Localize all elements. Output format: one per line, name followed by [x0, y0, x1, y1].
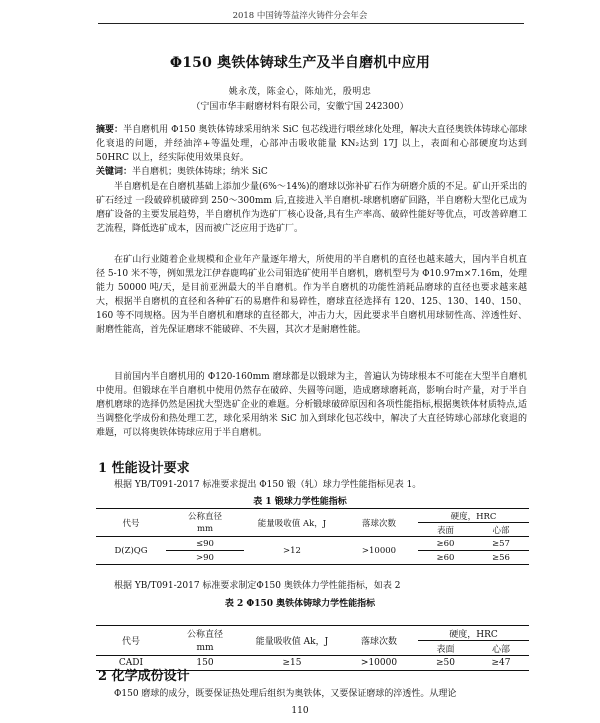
table-header-hardness: 硬度，HRC: [449, 629, 498, 640]
table-header-drops: 落球次数: [340, 626, 418, 656]
abstract: [96, 123, 527, 165]
table-cell-energy: >12: [283, 545, 301, 556]
table-header-energy: 能量吸收值 Ak，J: [244, 626, 340, 656]
table-header-energy: 能量吸收值 Ak，J: [244, 509, 340, 537]
keywords: [96, 165, 527, 179]
affiliation: （宁国市华丰耐磨材料有限公司，安徽宁国 242300）: [191, 102, 409, 112]
table-cell-diameter: 150: [196, 658, 214, 668]
page-number: 110: [291, 706, 309, 716]
table-1-caption: 表 1 锻球力学性能指标: [253, 497, 347, 507]
table-header-diameter: 公称直径: [187, 511, 222, 522]
table-cell-drops: >10000: [360, 658, 398, 668]
table-cell-energy: ≥15: [282, 658, 302, 668]
table-2-caption: 表 2 Φ150 奥铁体铸球力学性能指标: [224, 599, 376, 609]
intro-paragraph-3: 目前国内半自磨机用的 Φ120-160mm 磨球都是以锻球为主，普遍认为铸球根本不可能在大型半自磨机中使用。但锻球在半自磨机中使用仍然存在破碎、失圆等问题，造成磨球磨耗高，影响台时产量，对于半自磨机磨球的选择仍然是困扰大型选矿企业的难题。分析锻球破碎原因和各项性能指标,根据奥铁体材质特点,适当调整化学成份和热处理工艺，球化采用纳米 SiC 加入到球化包芯线中，解决了大直径铸球心部球化衰退的难题，可以将奥铁体铸球应用于半自磨机。: [96, 372, 527, 438]
table-header-surface: 表面: [418, 523, 473, 537]
keywords-text: 半自磨机；奥铁体铸球；纳米 SiC: [132, 167, 268, 177]
table-header-code: 代号: [96, 626, 166, 656]
table-cell-code: D(Z)QG: [114, 545, 148, 556]
table-row: [96, 509, 529, 523]
table-cell-diameter: >90: [196, 552, 214, 563]
table-cell-diameter: ≤90: [166, 537, 244, 551]
intro-paragraph-1: 半自磨机是在自磨机基础上添加少量(6%～14%)的磨球以弥补矿石作为研磨介质的不足。矿山开采出的矿石经过 一段破碎机破碎到 250～300mm 后,直接进入半自磨机-球磨机磨矿回路，半自磨粉大型化已成为磨矿设备的主要发展趋势，半自磨机作为选矿厂核心设备,具有生产率高、破碎性能好等优点，可改善碎磨工艺流程，降低选矿成本，因而被广泛应用于选矿厂。: [96, 182, 527, 234]
table-2-intro: 根据 YB/T091-2017 标准要求制定Φ150 奥铁体力学性能指标，如表 2: [114, 581, 401, 591]
table-header-core: 心部: [473, 641, 529, 656]
table-header-core: 心部: [473, 523, 529, 537]
keywords-label: 关键词：: [96, 167, 133, 177]
running-head: 2018 中国铸等益淬火铸件分会年会: [232, 11, 368, 21]
abstract-text: 半自磨机用 Φ150 奥铁体铸球采用纳米 SiC 包芯线进行喂丝球化处理，解决大直径奥铁体铸球心部球化衰退的问题，并经油淬+等温处理，心部冲击吸收能量 KN₂达到 17J 以上，表面和心部硬度均达到 50HRC 以上，经实际使用效果良好。: [96, 125, 527, 163]
table-header-hardness: 硬度，HRC: [450, 511, 497, 522]
table-row: [96, 537, 529, 551]
table-cell-surface: ≥60: [436, 552, 455, 563]
table-cell-drops: >10000: [361, 545, 397, 556]
table-cell-surface: ≥60: [418, 537, 473, 551]
table-cell-surface: ≥50: [436, 658, 455, 668]
intro-paragraph-2: 在矿山行业随着企业规模和企业年产量逐年增大，所使用的半自磨机的直径也越来越大，国内半自机直径 5-10 米不等，例如黑龙江伊春鹿鸣矿业公司钼选矿使用半自磨机，磨机型号为 Φ10.97m×7.16m，处理能力 50000 吨/天，是目前亚洲最大的半自磨机。作为半自磨机的功能性消耗品磨球的直径也要求越来越大，根据半自磨机的直径和各种矿石的易磨件和易碎性，磨球直径选择有 120、125、130、140、150、160 等不同规格。因为半自磨机和磨球的直径都大，冲击力大，因此要求半自磨机用球韧性高、淬透性好、耐磨性能高，首先保证磨球不能破碎、不失圆，其次才是耐磨性能。: [96, 255, 527, 335]
table-cell-core: ≥47: [491, 658, 511, 668]
section-2-text: Φ150 磨球的成分，既要保证热处理后组织为奥铁体，又要保证磨球的淬透性。从理论: [114, 689, 457, 699]
table-header-code: 代号: [96, 509, 166, 537]
table-header-drops: 落球次数: [340, 509, 418, 537]
table-header-diameter-unit: mm: [166, 641, 244, 656]
table-header-diameter-unit: mm: [166, 523, 244, 537]
abstract-label: 摘要：: [96, 125, 124, 135]
author-list: 姚永茂，陈金心，陈灿光，殷明忠: [228, 87, 372, 97]
table-row: [96, 626, 529, 641]
table-1: [96, 508, 529, 565]
section-1-heading: 1 性能设计要求: [98, 461, 190, 476]
table-cell-code: CADI: [118, 658, 144, 668]
article-title: Φ150 奥铁体铸球生产及半自磨机中应用: [169, 55, 431, 71]
table-cell-core: ≥56: [492, 552, 510, 563]
section-2-heading: 2 化学成份设计: [98, 669, 190, 684]
table-header-surface: 表面: [418, 641, 473, 656]
table-cell-core: ≥57: [473, 537, 529, 551]
header-rule: [98, 23, 524, 24]
section-1-intro: 根据 YB/T091-2017 标准要求提出 Φ150 锻（轧）球力学性能指标见表 1。: [114, 480, 422, 490]
table-header-diameter: 公称直径: [186, 629, 223, 640]
